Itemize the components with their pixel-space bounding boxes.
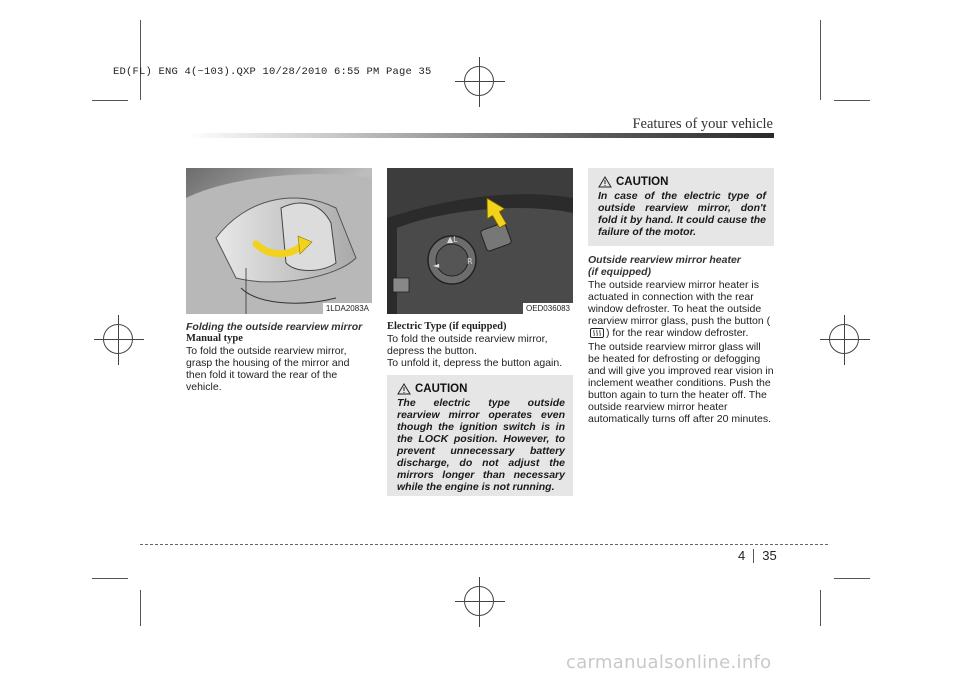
registration-mark xyxy=(829,324,859,354)
caution-title: CAUTION xyxy=(415,383,468,395)
crop-mark xyxy=(834,100,870,101)
switch-illustration xyxy=(387,168,573,314)
caution-title: CAUTION xyxy=(616,176,669,188)
footer-rule xyxy=(140,544,828,545)
column-folding-manual xyxy=(186,321,372,393)
warning-triangle-icon xyxy=(397,383,411,395)
crop-mark xyxy=(820,590,821,626)
crop-mark xyxy=(834,578,870,579)
paragraph-text: ) for the rear window defroster. xyxy=(606,327,749,339)
print-slug: ED(FL) ENG 4(~103).QXP 10/28/2010 6:55 PM Page 35 xyxy=(113,66,432,78)
registration-mark xyxy=(103,324,133,354)
crop-mark xyxy=(140,590,141,626)
caution-header xyxy=(397,383,565,395)
registration-mark xyxy=(464,586,494,616)
section-heading: Outside rearview mirror heater xyxy=(588,254,741,266)
crop-mark xyxy=(140,20,141,100)
chapter-number: 4 xyxy=(738,548,746,563)
section-heading-qualifier: (if equipped) xyxy=(588,266,651,278)
column-mirror-heater xyxy=(588,254,774,425)
svg-text:▲L: ▲L xyxy=(447,235,458,244)
caution-box xyxy=(387,375,573,496)
paragraph xyxy=(588,279,774,341)
svg-text:R: R xyxy=(467,257,473,266)
figure-code: OED036083 xyxy=(523,303,573,314)
figure-code: 1LDA2083A xyxy=(323,303,372,314)
caution-header xyxy=(598,176,766,188)
page-number xyxy=(738,548,777,563)
paragraph: To fold the outside rearview mirror, depress the button. xyxy=(387,333,548,357)
crop-mark xyxy=(92,578,128,579)
paragraph-text: The outside rearview mirror heater is actuated in connection with the rear window defroster. To heat the outside rearview mirror glass, push the button ( xyxy=(588,279,771,327)
caution-text: The electric type outside rearview mirror operates even though the ignition switch is in the LOCK position. However, to prevent unnecessary battery discharge, do not adjust the mirrors longer than necessary while the engine is not running. xyxy=(397,397,565,493)
subheading: Electric Type (if equipped) xyxy=(387,321,507,332)
watermark: carmanualsonline.info xyxy=(566,652,772,673)
section-title: Features of your vehicle xyxy=(632,116,773,132)
registration-mark xyxy=(464,66,494,96)
section-heading: Folding the outside rearview mirror xyxy=(186,321,363,333)
warning-triangle-icon xyxy=(598,176,612,188)
paragraph: To unfold it, depress the button again. xyxy=(387,357,563,369)
header-rule xyxy=(187,133,774,138)
crop-mark xyxy=(92,100,128,101)
page-number-value: 35 xyxy=(762,548,777,563)
figure-electric-switch xyxy=(387,168,573,314)
paragraph: The outside rearview mirror glass will be heated for defrosting or defogging and will give you improved rear vision in inclement weather conditions. Push the button again to turn the heater off. The outside rearview mirror heater automatically turns off after 20 minutes. xyxy=(588,341,774,425)
mirror-illustration xyxy=(186,168,372,314)
rear-defroster-icon xyxy=(590,328,604,341)
column-folding-electric xyxy=(387,321,573,369)
svg-text:◄: ◄ xyxy=(433,261,440,270)
subheading: Manual type xyxy=(186,333,243,344)
paragraph: To fold the outside rearview mirror, grasp the housing of the mirror and then fold it toward the rear of the vehicle. xyxy=(186,345,350,393)
caution-box xyxy=(588,168,774,246)
figure-manual-mirror xyxy=(186,168,372,314)
caution-text: In case of the electric type of outside rearview mirror, don't fold it by hand. It could cause the failure of the motor. xyxy=(598,190,766,238)
crop-mark xyxy=(820,20,821,100)
page-number-divider xyxy=(753,549,754,563)
